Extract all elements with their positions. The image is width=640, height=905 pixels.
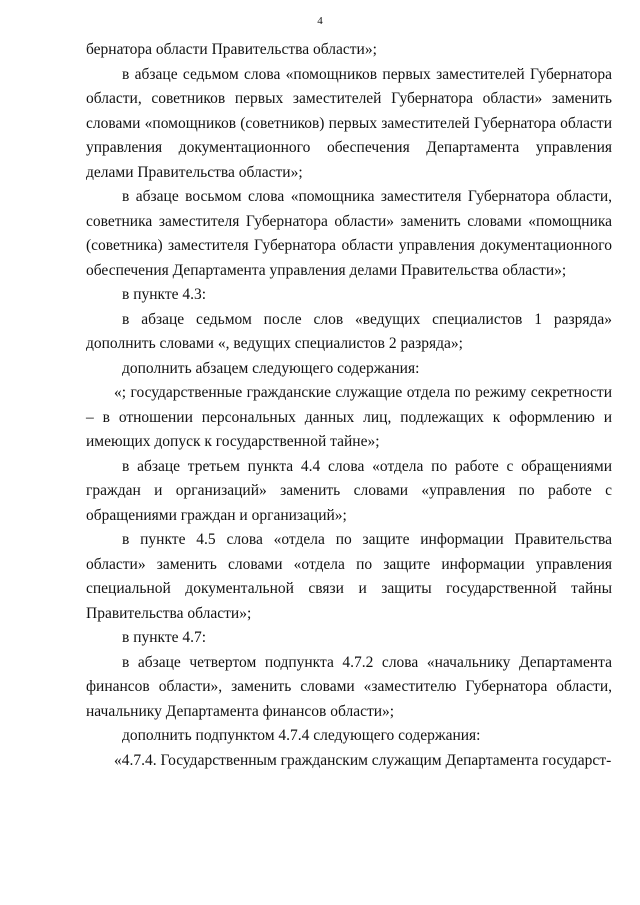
paragraph-punkt-4-4: в абзаце третьем пункта 4.4 слова «отдела по работе с обращениями граждан и организаций» заменить словами «управления по работе с обращениями граждан и организаций»; xyxy=(86,457,612,524)
paragraph-podpunkt-4-7-2: в абзаце четвертом подпункта 4.7.2 слова «начальнику Департамента финансов области», заменить словами «заместителю Губернатора области, начальнику Департамента финансов области»; xyxy=(86,653,612,720)
page-number: 4 xyxy=(317,15,323,27)
paragraph-punkt-4-3: в пункте 4.3: xyxy=(122,286,207,303)
paragraph-quote-secrecy: «; государственные гражданские служащие отдела по режиму секретности – в отношении персональных данных лиц, подлежащих к оформлению и имеющих допуск к государственной тайне»; xyxy=(86,384,612,450)
paragraph-abzac-7-add: в абзаце седьмом после слов «ведущих специалистов 1 разряда» дополнить словами «, ведущих специалистов 2 разряда»; xyxy=(86,310,612,352)
paragraph-punkt-4-5: в пункте 4.5 слова «отдела по защите информации Правительства области» заменить словами «отдела по защите информации управления специальной документальной связи и защиты государственной тайны Правительства области»; xyxy=(86,531,612,622)
paragraph-abzac-7: в абзаце седьмом слова «помощников первых заместителей Губернатора области, советников первых заместителей Губернатора области» заменить словами «помощников (советников) первых заместителей Губернатора области управления документационного обеспечения Департамента управления делами Правительства области»; xyxy=(86,65,612,181)
paragraph-abzac-8: в абзаце восьмом слова «помощника заместителя Губернатора области, советника заместителя Губернатора области» заменить словами «помощника (советника) заместителя Губернатора области управления документационного обеспечения Департамента управления делами Правительства области»; xyxy=(86,188,612,279)
paragraph-add-podpunkt: дополнить подпунктом 4.7.4 следующего содержания: xyxy=(122,727,481,744)
document-body xyxy=(86,38,612,773)
paragraph-continuation: бернатора области Правительства области»; xyxy=(86,41,377,58)
paragraph-add-abzac: дополнить абзацем следующего содержания: xyxy=(122,359,420,377)
paragraph-quote-4-7-4: «4.7.4. Государственным гражданским служащим Департамента государст- xyxy=(114,751,612,769)
paragraph-punkt-4-7: в пункте 4.7: xyxy=(122,629,207,646)
